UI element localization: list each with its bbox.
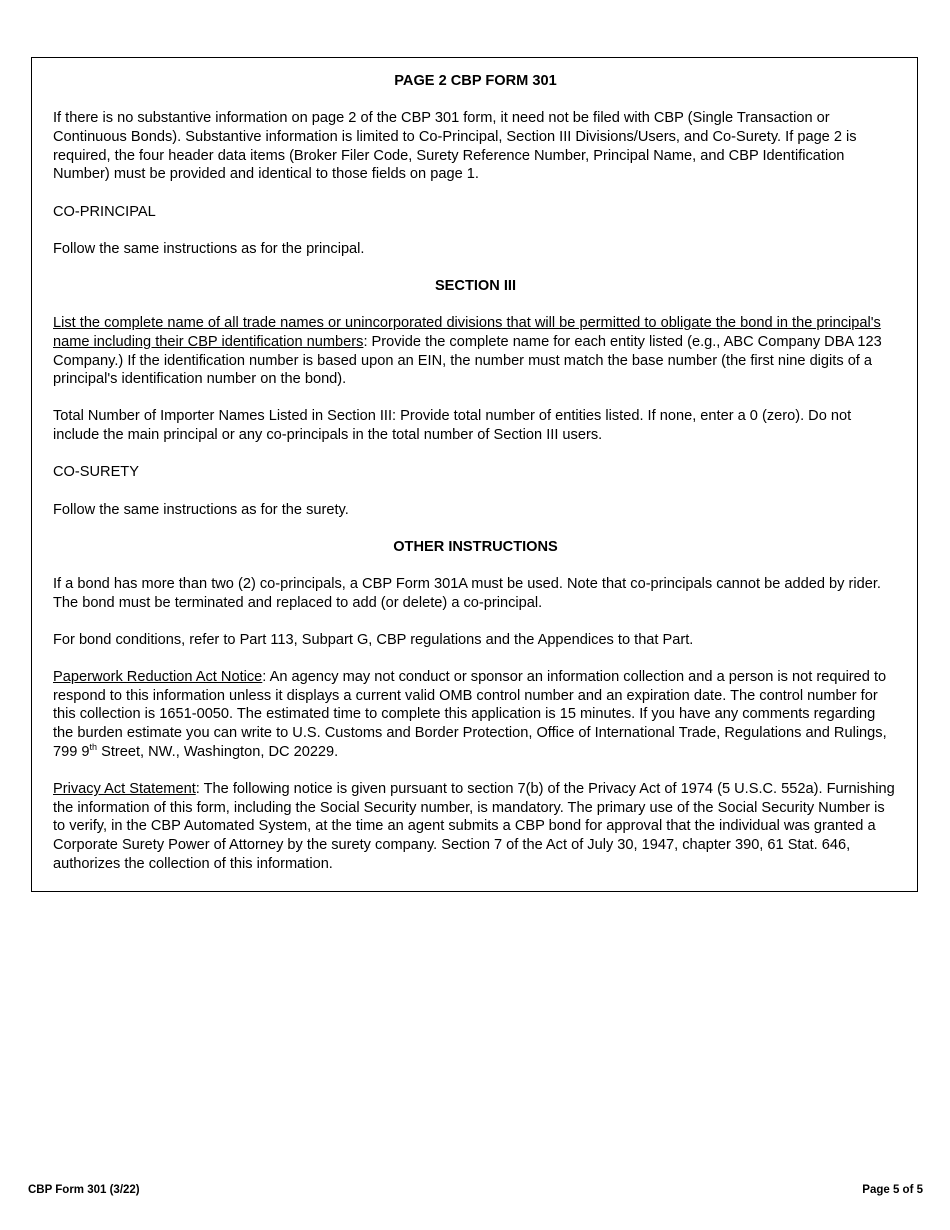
section-iii-total-paragraph: Total Number of Importer Names Listed in Section III: Provide total number of entities listed. If none, enter a 0 (zero). Do not include the main principal or any co-principals in the total number of Section III users. [53, 408, 852, 444]
co-principals-paragraph: If a bond has more than two (2) co-principals, a CBP Form 301A must be used. Note that co-principals cannot be added by rider. The bond must be terminated and replaced to add (or delete) a co-principal. [53, 575, 881, 611]
privacy-act-label: Privacy Act Statement [53, 781, 196, 798]
instructions-content [53, 72, 898, 892]
co-surety-label: CO-SURETY [53, 464, 139, 481]
section-iii-list-paragraph [53, 314, 898, 389]
page-number-footer: Page 5 of 5 [862, 1184, 923, 1196]
paperwork-reduction-tail: Street, NW., Washington, DC 20229. [97, 743, 339, 760]
section-iii-heading: SECTION III [434, 277, 517, 294]
other-instructions-heading: OTHER INSTRUCTIONS [393, 538, 558, 555]
section-iii-list-underlined: List the complete name of all trade names or unincorporated divisions that will be permitted to obligate the bond in the principal's name including their CBP identification numbers [53, 315, 881, 350]
intro-paragraph: If there is no substantive information on page 2 of the CBP 301 form, it need not be filed with CBP (Single Transaction or Continuous Bonds). Substantive information is limited to Co-Principal, Section III Divisions/Users, and Co-Surety. If page 2 is required, the four header data items (Broker Filer Code, Surety Reference Number, Principal Name, and CBP Identification Number) must be provided and identical to those fields on page 1. [53, 110, 857, 183]
form-id-footer: CBP Form 301 (3/22) [28, 1184, 140, 1196]
paperwork-reduction-label: Paperwork Reduction Act Notice [53, 669, 263, 686]
page-title: PAGE 2 CBP FORM 301 [394, 73, 557, 89]
paperwork-reduction-paragraph [53, 668, 898, 762]
bond-conditions-paragraph: For bond conditions, refer to Part 113, Subpart G, CBP regulations and the Appendices to that Part. [53, 631, 694, 648]
co-surety-text: Follow the same instructions as for the surety. [53, 501, 349, 518]
section-iii-list-text: : Provide the complete name for each entity listed (e.g., ABC Company DBA 123 Company.) If the identification number is based upon an EIN, the number must match the base number (the first nine digits of a principal's identification number on the bond). [53, 333, 882, 388]
privacy-act-text: : The following notice is given pursuant to section 7(b) of the Privacy Act of 1974 (5 U.S.C. 552a). Furnishing the information of this form, including the Social Security number, is mandatory. The primary use of the Social Security Number is to verify, in the CBP Automated System, at the time an agent submits a CBP bond for approval that the individual was granted a Corporate Surety Power of Attorney by the surety company. Section 7 of the Act of July 30, 1947, chapter 390, 61 Stat. 646, authorizes the collection of this information. [53, 781, 895, 872]
co-principal-label: CO-PRINCIPAL [53, 203, 156, 220]
paperwork-reduction-text: : An agency may not conduct or sponsor an information collection and a person is not required to respond to this information unless it displays a current valid OMB control number and an expiration date. The control number for this collection is 1651-0050. The estimated time to complete this application is 15 minutes. If you have any comments regarding the burden estimate you can write to U.S. Customs and Border Protection, Office of International Trade, Regulations and Rulings, 799 9 [53, 669, 887, 760]
co-principal-text: Follow the same instructions as for the principal. [53, 240, 365, 257]
privacy-act-paragraph [53, 780, 898, 874]
ordinal-suffix: th [89, 742, 98, 753]
